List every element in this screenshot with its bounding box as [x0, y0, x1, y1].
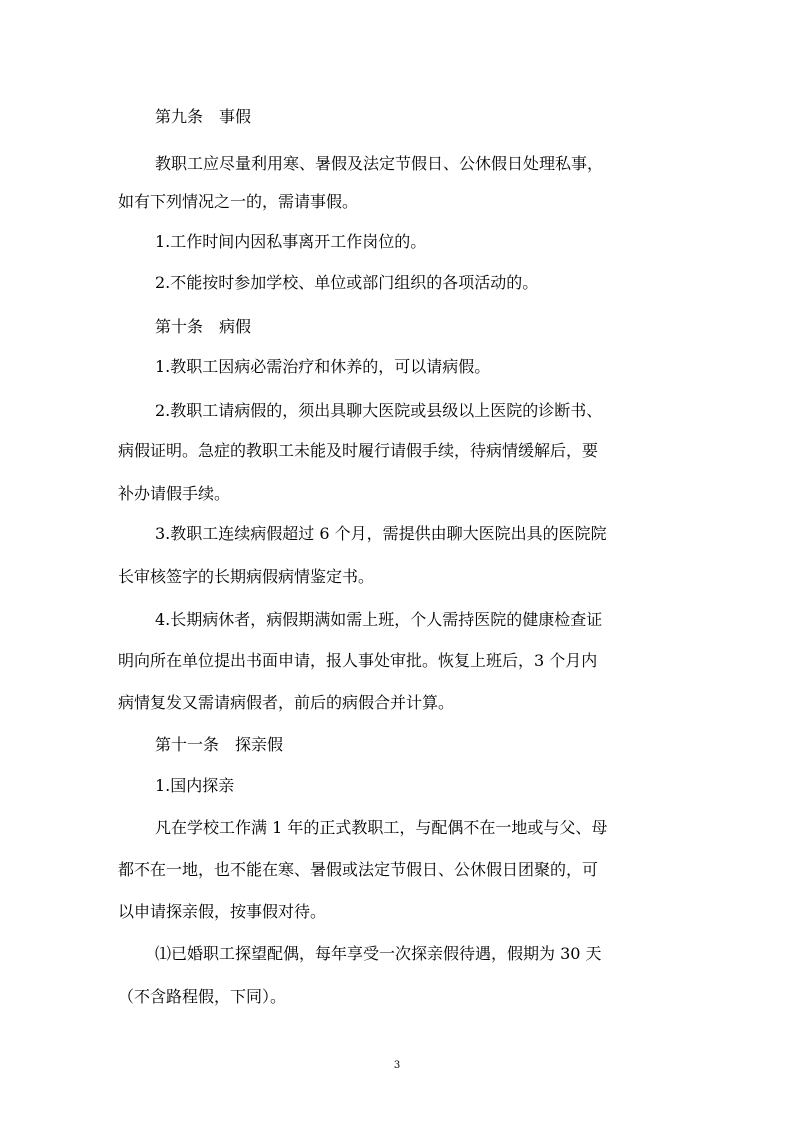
body-line: 都不在一地，也不能在寒、暑假或法定节假日、公休假日团聚的，可: [118, 860, 599, 879]
body-line: 如有下列情况之一的，需请事假。: [118, 192, 359, 211]
list-item-line: 4.长期病休者，病假期满如需上班，个人需持医院的健康检查证: [155, 610, 603, 629]
body-line: 教职工应尽量利用寒、暑假及法定节假日、公休假日处理私事，: [155, 154, 604, 173]
body-line: 长审核签字的长期病假病情鉴定书。: [118, 567, 375, 586]
body-line: 补办请假手续。: [118, 484, 231, 503]
list-item-line: 1.教职工因病必需治疗和休养的，可以请病假。: [155, 357, 491, 376]
list-item-line: 2.不能按时参加学校、单位或部门组织的各项活动的。: [155, 273, 539, 292]
subheading-line: 1.国内探亲: [155, 776, 235, 795]
article-10-heading: 第十条 病假: [155, 317, 252, 336]
body-line: 凡在学校工作满 1 年的正式教职工，与配偶不在一地或与父、母: [155, 818, 608, 837]
body-line: 以申请探亲假，按事假对待。: [118, 902, 327, 921]
article-9-heading: 第九条 事假: [155, 107, 252, 126]
body-line: 病情复发又需请病假者，前后的病假合并计算。: [118, 693, 455, 712]
body-line: （不含路程假，下同）。: [118, 987, 287, 1006]
list-item-line: 2.教职工请病假的，须出具聊大医院或县级以上医院的诊断书、: [155, 401, 603, 420]
body-line: 病假证明。急症的教职工未能及时履行请假手续，待病情缓解后，要: [118, 441, 599, 460]
page-number: 3: [393, 1060, 401, 1071]
list-item-line: ⑴已婚职工探望配偶，每年享受一次探亲假待遇，假期为 30 天: [155, 944, 602, 963]
article-11-heading: 第十一条 探亲假: [155, 735, 284, 754]
body-line: 明向所在单位提出书面申请，报人事处审批。恢复上班后，3 个月内: [118, 651, 598, 670]
list-item-line: 3.教职工连续病假超过 6 个月，需提供由聊大医院出具的医院院: [155, 524, 607, 543]
list-item-line: 1.工作时间内因私事离开工作岗位的。: [155, 232, 427, 251]
